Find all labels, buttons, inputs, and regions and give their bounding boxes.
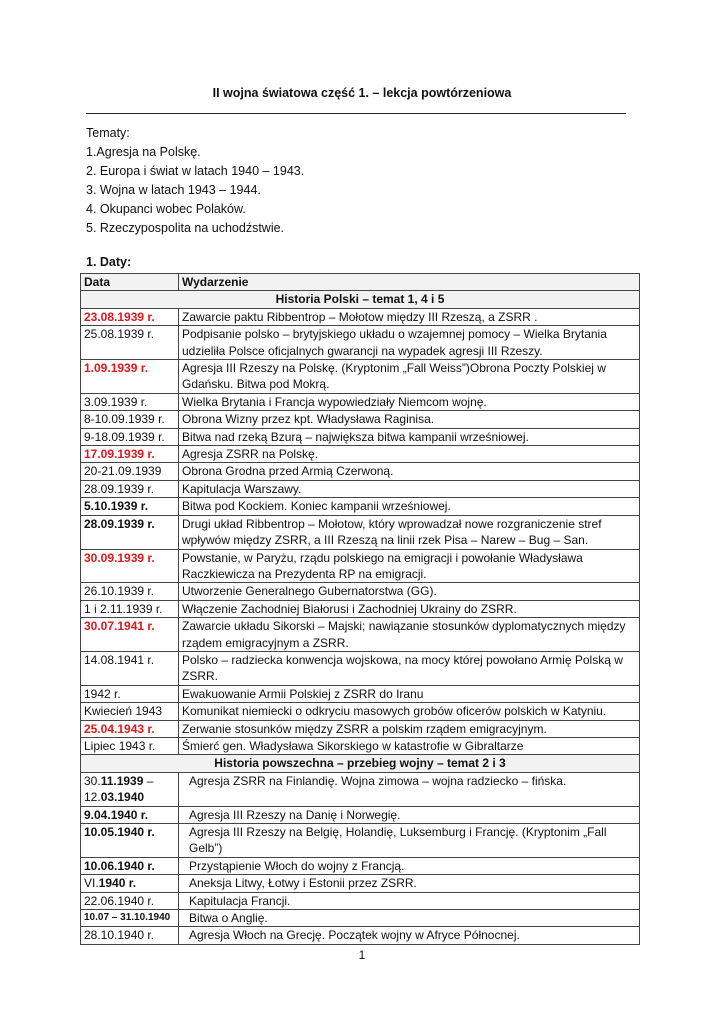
topic-item: 3. Wojna w latach 1943 – 1944. xyxy=(86,183,261,197)
date-cell: 28.09.1939 r. xyxy=(81,480,179,497)
table-row xyxy=(81,308,640,325)
topic-item: 2. Europa i świat w latach 1940 – 1943. xyxy=(86,164,305,178)
table-row xyxy=(81,772,640,806)
group-header-row xyxy=(81,755,640,772)
date-cell: 3.09.1939 r. xyxy=(81,393,179,410)
date-cell: 1 i 2.11.1939 r. xyxy=(81,600,179,617)
event-cell: Kapitulacja Francji. xyxy=(179,892,640,909)
topics-list xyxy=(86,124,304,238)
topic-item: 1.Agresja na Polskę. xyxy=(86,145,201,159)
date-cell: 17.09.1939 r. xyxy=(81,446,179,463)
event-cell: Bitwa o Anglię. xyxy=(179,910,640,927)
table-row xyxy=(81,685,640,702)
table-row xyxy=(81,651,640,685)
event-cell: Powstanie, w Paryżu, rządu polskiego na emigracji i powołanie Władysława Raczkiewicza na Prezydenta RP na emigracji. xyxy=(179,549,640,583)
event-cell: Bitwa pod Kockiem. Koniec kampanii wrześniowej. xyxy=(179,498,640,515)
event-cell: Agresja ZSRR na Finlandię. Wojna zimowa – wojna radziecko – fińska. xyxy=(179,772,640,806)
event-cell: Bitwa nad rzeką Bzurą – największa bitwa kampanii wrześniowej. xyxy=(179,428,640,445)
date-cell: 8-10.09.1939 r. xyxy=(81,411,179,428)
event-cell: Zawarcie układu Sikorski – Majski; nawiązanie stosunków dyplomatycznych między rządem emigracyjnym a ZSRR. xyxy=(179,618,640,652)
date-cell: 25.08.1939 r. xyxy=(81,326,179,360)
topic-item: 5. Rzeczypospolita na uchodźstwie. xyxy=(86,221,285,235)
event-cell: Podpisanie polsko – brytyjskiego układu o wzajemnej pomocy – Wielka Brytania udzieliła Polsce oficjalnych gwarancji na wypadek agresji III Rzeszy. xyxy=(179,326,640,360)
column-header-event: Wydarzenie xyxy=(179,274,640,291)
group-header-world-history: Historia powszechna – przebieg wojny – temat 2 i 3 xyxy=(81,755,640,772)
event-cell: Aneksja Litwy, Łotwy i Estonii przez ZSRR. xyxy=(179,875,640,892)
event-cell: Polsko – radziecka konwencja wojskowa, na mocy której powołano Armię Polską w ZSRR. xyxy=(179,651,640,685)
date-part: 30. xyxy=(84,773,101,788)
date-part: – xyxy=(143,773,154,788)
date-cell: 1.09.1939 r. xyxy=(81,360,179,394)
table-row xyxy=(81,857,640,874)
event-cell: Przystąpienie Włoch do wojny z Francją. xyxy=(179,857,640,874)
event-cell: Obrona Wizny przez kpt. Władysława Raginisa. xyxy=(179,411,640,428)
table-row xyxy=(81,618,640,652)
event-cell: Agresja III Rzeszy na Polskę. (Kryptonim „Fall Weiss”)Obrona Poczty Polskiej w Gdańsku. Bitwa pod Mokrą. xyxy=(179,360,640,394)
topics-label: Tematy: xyxy=(86,126,130,140)
date-cell: 9.04.1940 r. xyxy=(81,806,179,823)
date-cell xyxy=(81,875,179,892)
event-cell: Ewakuowanie Armii Polskiej z ZSRR do Iranu xyxy=(179,685,640,702)
date-cell: 20-21.09.1939 xyxy=(81,463,179,480)
table-row xyxy=(81,824,640,858)
table-row xyxy=(81,515,640,549)
table-row xyxy=(81,910,640,927)
date-cell: 28.09.1939 r. xyxy=(81,515,179,549)
table-row xyxy=(81,411,640,428)
event-cell: Wielka Brytania i Francja wypowiedziały Niemcom wojnę. xyxy=(179,393,640,410)
date-cell: 28.10.1940 r. xyxy=(81,927,179,944)
event-cell: Obrona Grodna przed Armią Czerwoną. xyxy=(179,463,640,480)
event-cell: Drugi układ Ribbentrop – Mołotow, który wprowadzał nowe rozgraniczenie stref wpływów między ZSRR, a III Rzeszą na linii rzek Pisa – Narew – Bug – San. xyxy=(179,515,640,549)
table-row xyxy=(81,393,640,410)
event-cell: Kapitulacja Warszawy. xyxy=(179,480,640,497)
table-row xyxy=(81,360,640,394)
group-header-polish-history: Historia Polski – temat 1, 4 i 5 xyxy=(81,291,640,308)
table-row xyxy=(81,480,640,497)
table-row xyxy=(81,875,640,892)
date-cell: 10.06.1940 r. xyxy=(81,857,179,874)
table-row xyxy=(81,446,640,463)
date-part: 12. xyxy=(84,790,101,805)
date-cell: Lipiec 1943 r. xyxy=(81,737,179,754)
date-cell: 5.10.1939 r. xyxy=(81,498,179,515)
group-header-row xyxy=(81,291,640,308)
event-cell: Śmierć gen. Władysława Sikorskiego w katastrofie w Gibraltarze xyxy=(179,737,640,754)
date-part: 03.1940 xyxy=(100,790,145,805)
table-row xyxy=(81,720,640,737)
table-row xyxy=(81,806,640,823)
title-divider xyxy=(86,113,626,114)
event-cell: Agresja ZSRR na Polskę. xyxy=(179,446,640,463)
event-cell: Włączenie Zachodniej Białorusi i Zachodniej Ukrainy do ZSRR. xyxy=(179,600,640,617)
event-cell: Agresja III Rzeszy na Danię i Norwegię. xyxy=(179,806,640,823)
table-row xyxy=(81,498,640,515)
table-row xyxy=(81,326,640,360)
date-part: VI. xyxy=(84,876,99,891)
event-cell: Agresja Włoch na Grecję. Początek wojny w Afryce Północnej. xyxy=(179,927,640,944)
document-title: II wojna światowa część 1. – lekcja powtórzeniowa xyxy=(212,86,512,100)
date-cell: 30.07.1941 r. xyxy=(81,618,179,652)
table-row xyxy=(81,428,640,445)
table-row xyxy=(81,583,640,600)
table-row xyxy=(81,703,640,720)
date-cell: 9-18.09.1939 r. xyxy=(81,428,179,445)
date-cell: 14.08.1941 r. xyxy=(81,651,179,685)
table-row xyxy=(81,892,640,909)
date-cell: 22.06.1940 r. xyxy=(81,892,179,909)
table-row xyxy=(81,927,640,944)
section-title: 1. Daty: xyxy=(86,255,132,269)
table-row xyxy=(81,549,640,583)
event-cell: Utworzenie Generalnego Gubernatorstwa (GG). xyxy=(179,583,640,600)
dates-table xyxy=(80,273,640,945)
event-cell: Agresja III Rzeszy na Belgię, Holandię, Luksemburg i Francję. (Kryptonim „Fall Gelb”) xyxy=(179,824,640,858)
date-cell: 10.05.1940 r. xyxy=(81,824,179,858)
table-row xyxy=(81,737,640,754)
column-header-date: Data xyxy=(81,274,179,291)
date-cell: 23.08.1939 r. xyxy=(81,308,179,325)
date-cell: 25.04.1943 r. xyxy=(81,720,179,737)
table-row xyxy=(81,600,640,617)
date-part: 1940 r. xyxy=(98,876,137,891)
table-header-row xyxy=(81,274,640,291)
event-cell: Komunikat niemiecki o odkryciu masowych grobów oficerów polskich w Katyniu. xyxy=(179,703,640,720)
date-cell xyxy=(81,772,179,806)
date-cell: 26.10.1939 r. xyxy=(81,583,179,600)
event-cell: Zerwanie stosunków między ZSRR a polskim rządem emigracyjnym. xyxy=(179,720,640,737)
page-number: 1 xyxy=(358,948,366,962)
date-cell: 10.07 – 31.10.1940 xyxy=(81,910,179,927)
date-cell: Kwiecień 1943 xyxy=(81,703,179,720)
date-part: 11.1939 xyxy=(100,773,144,788)
date-cell: 30.09.1939 r. xyxy=(81,549,179,583)
topic-item: 4. Okupanci wobec Polaków. xyxy=(86,202,246,216)
date-cell: 1942 r. xyxy=(81,685,179,702)
table-row xyxy=(81,463,640,480)
event-cell: Zawarcie paktu Ribbentrop – Mołotow między III Rzeszą, a ZSRR . xyxy=(179,308,640,325)
